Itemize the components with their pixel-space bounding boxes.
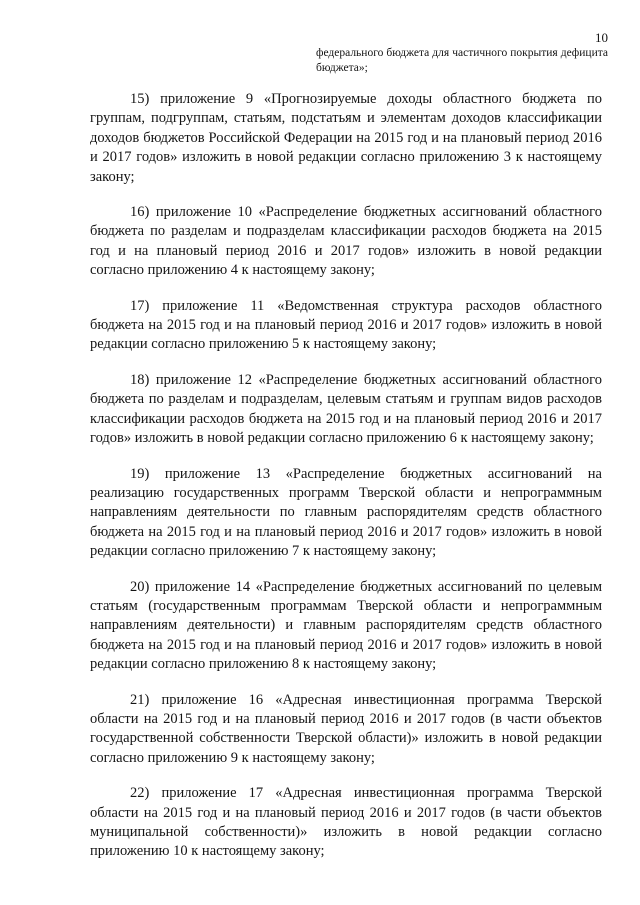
paragraph-18: 18) приложение 12 «Распределение бюджетных ассигнований областного бюджета по разделам и подразделам, целевым статьям и группам видов расходов классификации расходов бюджета на 2015 год и на плановый период 2016 и 2017 годов» изложить в новой редакции согласно приложению 6 к настоящему закону; xyxy=(90,371,602,447)
paragraph-19: 19) приложение 13 «Распределение бюджетных ассигнований на реализацию государственных программ Тверской области и непрограммным направлениям деятельности по главным распорядителям средств областного бюджета на 2015 год и на плановый период 2016 и 2017 годов» изложить в новой редакции согласно приложению 7 к настоящему закону; xyxy=(90,465,602,560)
paragraph-21: 21) приложение 16 «Адресная инвестиционная программа Тверской области на 2015 год и на плановый период 2016 и 2017 годов (в части объектов государственной собственности Тверской области)» изложить в новой редакции согласно приложению 9 к настоящему закону; xyxy=(90,691,602,766)
paragraph-20: 20) приложение 14 «Распределение бюджетных ассигнований по целевым статьям (государственным программам Тверской области и непрограммным направлениям деятельности) и главным распорядителям средств областного бюджета на 2015 год и на плановый период 2016 и 2017 годов» изложить в новой редакции согласно приложению 8 к настоящему закону; xyxy=(90,578,602,673)
paragraph-16: 16) приложение 10 «Распределение бюджетных ассигнований областного бюджета по разделам и подразделам классификации расходов бюджета на 2015 год и на плановый период 2016 и 2017 годов» изложить в новой редакции согласно приложению 4 к настоящему закону; xyxy=(90,204,602,279)
page-number: 10 xyxy=(595,30,608,45)
paragraph-15: 15) приложение 9 «Прогнозируемые доходы областного бюджета по группам, подгруппам, статьям, подстатьям и элементам доходов классификации доходов бюджетов Российской Федерации на 2015 год и на плановый период 2016 и 2017 годов» изложить в новой редакции согласно приложению 3 к настоящему закону; xyxy=(90,91,602,185)
paragraph-22: 22) приложение 17 «Адресная инвестиционная программа Тверской области на 2015 год и на плановый период 2016 и 2017 годов (в части объектов муниципальной собственности)» изложить в новой редакции согласно приложению 10 к настоящему закону; xyxy=(90,785,602,860)
paragraph-17: 17) приложение 11 «Ведомственная структура расходов областного бюджета на 2015 год и на плановый период 2016 и 2017 годов» изложить в новой редакции согласно приложению 5 к настоящему закону; xyxy=(90,297,602,353)
continuation-text: федерального бюджета для частичного покрытия дефицита бюджета»; xyxy=(316,47,608,74)
document-body xyxy=(90,90,602,878)
